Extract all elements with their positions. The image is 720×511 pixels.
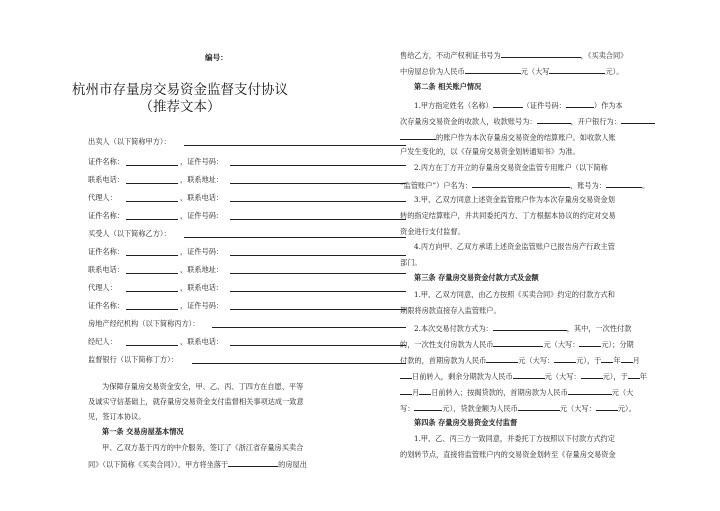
page-title: 杭州市存量房交易资金监督支付协议 bbox=[72, 82, 288, 98]
article-1-line: 甲、乙双方基于丙方的中介服务，签订了《浙江省存量房买卖合 bbox=[102, 443, 304, 452]
blank bbox=[501, 49, 581, 58]
blank bbox=[465, 65, 521, 74]
right-line: 3.甲、乙双方同意上述资金监管账户作为本次存量房交易资金划 bbox=[414, 195, 615, 204]
blank bbox=[472, 179, 570, 188]
page-subtitle: （推荐文本） bbox=[139, 99, 221, 115]
right-line: 资金进行支付监督。 bbox=[400, 227, 465, 236]
blank bbox=[126, 157, 178, 166]
blank bbox=[621, 115, 655, 124]
right-line: 2.丙方在丁方开立的存量房交易资金监管专用账户（以下简称 bbox=[414, 163, 608, 172]
blank bbox=[126, 337, 178, 346]
right-line: 1.甲、乙、丙三方一致同意，并委托丁方按照以下付款方式约定 bbox=[414, 434, 615, 443]
intro-line: 见，签订本协议。 bbox=[88, 412, 146, 421]
blank bbox=[126, 247, 178, 256]
blank bbox=[126, 193, 178, 202]
blank bbox=[581, 370, 603, 379]
right-line: 户发生变化的，以《存量房交易资金划转通知书》为准。 bbox=[400, 147, 580, 156]
blank bbox=[126, 211, 178, 220]
right-line: 次存量房交易资金的收款人，收款账号为： ，开户银行为： bbox=[400, 115, 655, 127]
article-3-heading: 第三条 存量房交易资金付款方式及金额 bbox=[414, 273, 539, 282]
blank bbox=[513, 370, 545, 379]
buyer-agent-id-row: 证件名称： ，证件号码： bbox=[88, 301, 124, 311]
right-line: 4.丙方向甲、乙双方承诺上述资金监管账户已报告房产行政主管 bbox=[414, 242, 615, 251]
blank bbox=[628, 370, 640, 379]
blank bbox=[596, 402, 618, 411]
blank bbox=[554, 354, 576, 363]
blank bbox=[400, 386, 412, 395]
intro-line: 为保障存量房交易资金安全，甲、乙、丙、丁四方在自愿、平等 bbox=[102, 382, 304, 391]
blank bbox=[414, 402, 442, 411]
blank bbox=[518, 402, 560, 411]
buyer-id-row: 证件名称： ，证件号码： bbox=[88, 247, 124, 257]
blank bbox=[568, 386, 612, 395]
right-line: 2.本次交易付款方式为： ，其中，一次性付款 bbox=[414, 324, 632, 333]
blank bbox=[400, 370, 412, 379]
buyer-agent-row: 代理人： ，联系电话： bbox=[88, 283, 117, 293]
blank bbox=[126, 175, 178, 184]
blank bbox=[579, 338, 601, 347]
right-line: 售给乙方，不动产权利证书号为 ，《买卖合同》 bbox=[400, 51, 628, 60]
right-line: 日前转入，剩余分期款为人民币 元（大写： 元），于 年 bbox=[400, 370, 647, 382]
blank bbox=[566, 99, 594, 108]
blank bbox=[126, 301, 178, 310]
right-line: 转的指定结算账户，并共同委托丙方、丁方根据本协议的约定对交易 bbox=[400, 211, 616, 220]
article-1-heading: 第一条 交易房屋基本情况 bbox=[102, 427, 184, 436]
seller-contact-row: 联系电话： ，联系地址： bbox=[88, 175, 124, 185]
blank bbox=[419, 386, 431, 395]
blank bbox=[228, 458, 278, 467]
article-4-heading: 第四条 存量房交易资金支付监督 bbox=[414, 418, 518, 427]
blank bbox=[549, 65, 605, 74]
right-line: 的，一次性支付房款为人民币 元（大写： 元）；分期 bbox=[400, 340, 634, 349]
blank bbox=[493, 99, 523, 108]
seller-agent-row: 代理人： ，联系电话： bbox=[88, 193, 117, 203]
article-2-heading: 第二条 相关账户情况 bbox=[414, 82, 482, 91]
broker-row: 经纪人： ，联系电话： bbox=[88, 337, 117, 347]
right-line: 中房屋总价为人民币 元（大写 元）。 bbox=[400, 67, 624, 76]
blank bbox=[621, 354, 633, 363]
right-line: 1.甲方指定姓名（名称） （证件号码： ）作为本 bbox=[414, 101, 623, 110]
right-line: “监管账户”）户名为： ，账号为： 。 bbox=[400, 181, 650, 190]
right-line: 1.甲、乙双方同意，由乙方按照《买卖合同》约定的付款方式和 bbox=[414, 290, 615, 299]
right-line: 期限将房款直接存入监管账户。 bbox=[400, 306, 501, 315]
article-1-line: 同》（以下简称《买卖合同》），甲方将坐落于 的房屋出 bbox=[88, 460, 307, 469]
blank bbox=[493, 322, 567, 331]
blank bbox=[606, 179, 642, 188]
right-line: 付款的，首期房款为人民币 元（大写： 元），于 年 月 bbox=[400, 356, 640, 365]
blank bbox=[400, 131, 436, 140]
right-line: 部门。 bbox=[400, 258, 422, 267]
blank bbox=[601, 354, 613, 363]
right-line: 的账户作为本次存量房交易资金的结算账户。如收款人账 bbox=[400, 131, 616, 143]
seller-agent-id-row: 证件名称： ，证件号码： bbox=[88, 211, 124, 221]
right-page bbox=[360, 0, 720, 511]
bank-row: 监督银行（以下简称丁方）： bbox=[88, 355, 178, 365]
right-line: 写： 元），贷款金额为人民币 元（大写： 元）。 bbox=[400, 404, 636, 413]
blank bbox=[126, 283, 178, 292]
buyer-contact-row: 联系电话： ，联系地址： bbox=[88, 265, 124, 275]
agency-row: 房地产经纪机构（以下简称丙方）： bbox=[88, 319, 199, 329]
blank bbox=[537, 115, 571, 124]
blank bbox=[486, 354, 518, 363]
right-line: 月 日前转入；按揭贷款的，首期房款为人民币 元（大 bbox=[400, 386, 633, 398]
buyer-row: 买受人（以下简称乙方）： bbox=[88, 229, 171, 239]
blank bbox=[126, 265, 178, 274]
intro-line: 及诚实守信基础上，就存量房交易资金支付监督相关事项达成一致意 bbox=[88, 397, 304, 406]
doc-number-label: 编号： bbox=[205, 53, 228, 62]
seller-row: 出卖人（以下简称甲方）： bbox=[88, 137, 171, 147]
seller-id-row: 证件名称： ，证件号码： bbox=[88, 157, 124, 167]
blank bbox=[493, 338, 543, 347]
right-line: 的划转节点，直接将监管账户内的交易资金划转至《存量房交易资金 bbox=[400, 450, 616, 459]
